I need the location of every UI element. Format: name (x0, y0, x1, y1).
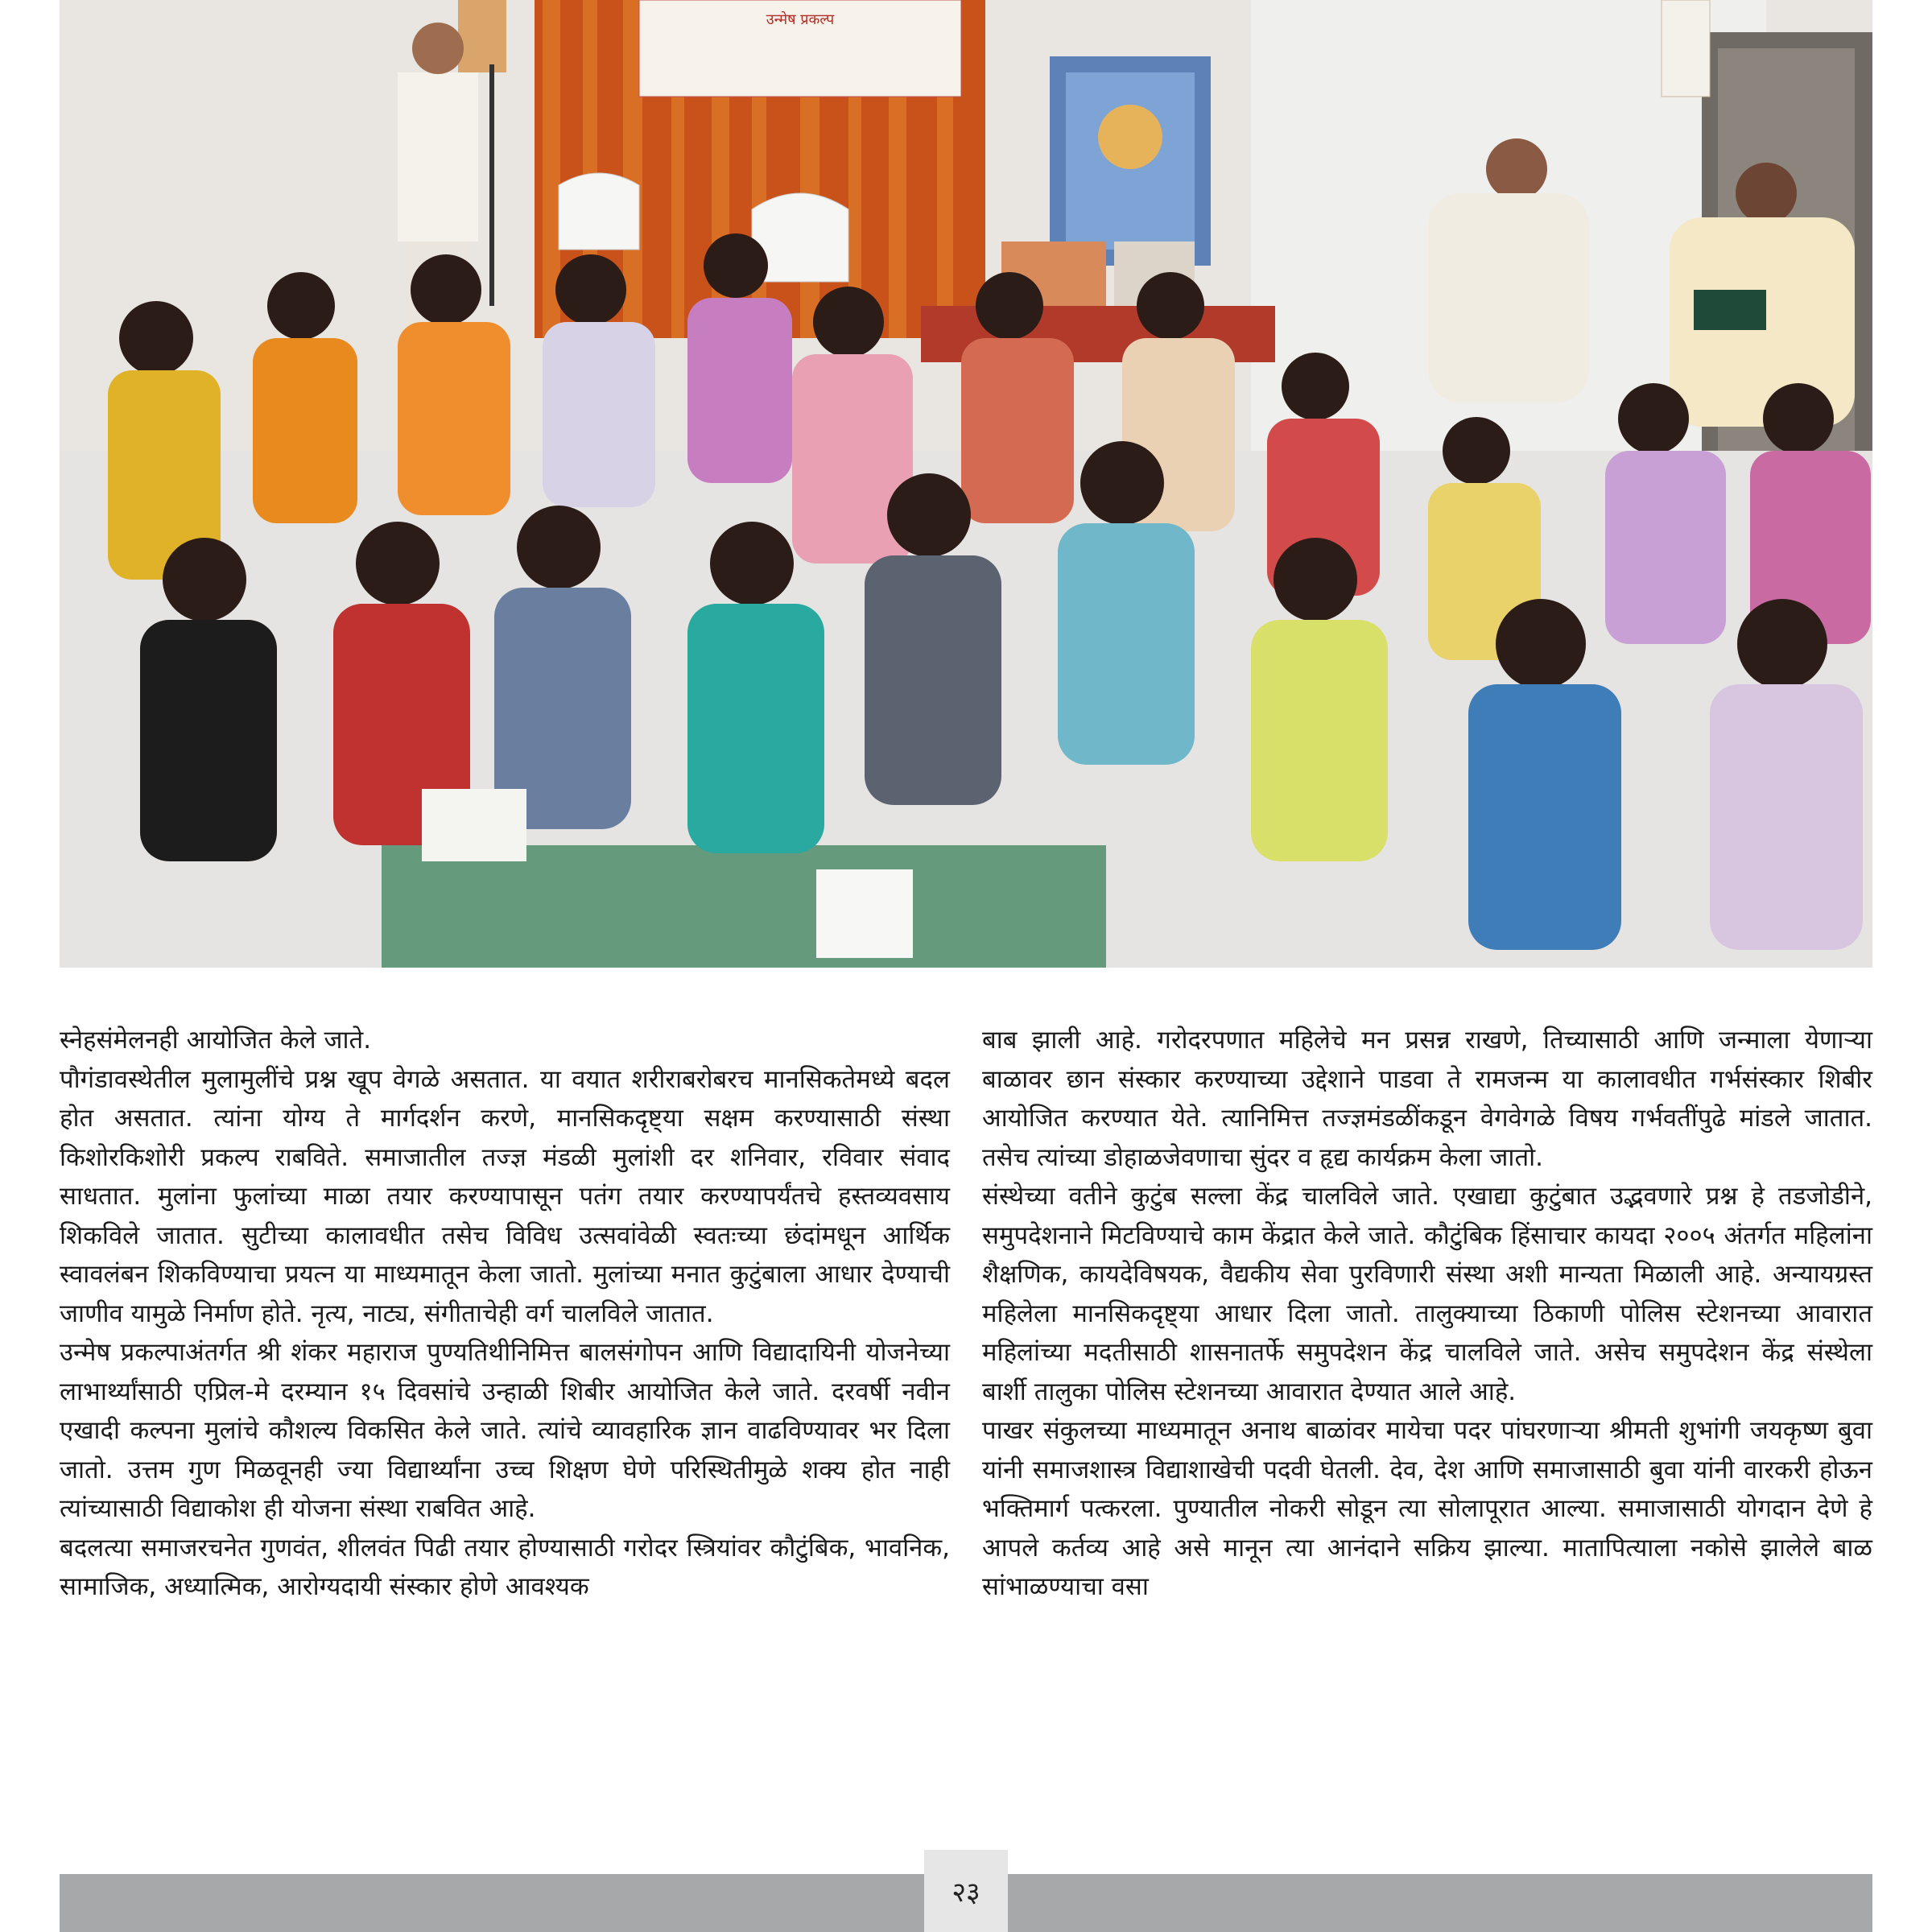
svg-text:उन्मेष प्रकल्प: उन्मेष प्रकल्प (766, 11, 835, 28)
page-number-label: २३ (952, 1876, 980, 1909)
classroom-photo-illustration (60, 0, 1872, 968)
paragraph: उन्मेष प्रकल्पाअंतर्गत श्री शंकर महाराज पुण्यतिथीनिमित्त बालसंगोपन आणि विद्यादायिनी योजनेच्या लाभार्थ्यांसाठी एप्रिल-मे दरम्यान १५ दिवसांचे उन्हाळी शिबीर आयोजित केले जाते. दरवर्षी नवीन एखादी कल्पना मुलांचे कौशल्य विकसित केले जाते. त्यांचे व्यावहारिक ज्ञान वाढविण्यावर भर दिला जातो. उत्तम गुण मिळवूनही ज्या विद्यार्थ्यांना उच्च शिक्षण घेणे परिस्थितीमुळे शक्य होत नाही त्यांच्यासाठी विद्याकोश ही योजना संस्था राबवित आहे. (60, 1338, 950, 1523)
paragraph: पौगंडावस्थेतील मुलामुलींचे प्रश्न खूप वेगळे असतात. या वयात शरीराबरोबरच मानसिकतेमध्ये बदल होत असतात. त्यांना योग्य ते मार्गदर्शन करणे, मानसिकदृष्ट्या सक्षम करण्यासाठी संस्था किशोरकिशोरी प्रकल्प राबविते. समाजातील तज्ज्ञ मंडळी मुलांशी दर शनिवार, रविवार संवाद साधतात. मुलांना फुलांच्या माळा तयार करण्यापासून पतंग तयार करण्यापर्यंतचे हस्तव्यवसाय शिकविले जातात. सुटीच्या कालावधीत तसेच विविध उत्सवांवेळी स्वतःच्या छंदांमधून आर्थिक स्वावलंबन शिकविण्याचा प्रयत्न या माध्यमातून केला जातो. मुलांच्या मनात कुटुंबाला आधार देण्याची जाणीव यामुळे निर्माण होते. नृत्य, नाट्य, संगीताचेही वर्ग चालविले जातात. (60, 1064, 950, 1328)
paragraph: स्नेहसंमेलनही आयोजित केले जाते. (60, 1026, 372, 1055)
paragraph: पाखर संकुलच्या माध्यमातून अनाथ बाळांवर मायेचा पदर पांघरणाऱ्या श्रीमती शुभांगी जयकृष्ण बुवा यांनी समाजशास्त्र विद्याशाखेची पदवी घेतली. देव, देश आणि समाजासाठी बुवा यांनी वारकरी होऊन भक्तिमार्ग पत्करला. पुण्यातील नोकरी सोडून त्या सोलापूरात आल्या. समाजासाठी योगदान देणे हे आपले कर्तव्य आहे असे मानून त्या आनंदाने सक्रिय झाल्या. मातापित्याला नकोसे झालेले बाळ सांभाळण्याचा वसा (982, 1416, 1872, 1601)
article-column-left (60, 1021, 950, 1607)
paragraph: बाब झाली आहे. गरोदरपणात महिलेचे मन प्रसन्न राखणे, तिच्यासाठी आणि जन्माला येणाऱ्या बाळावर छान संस्कार करण्याच्या उद्देशाने पाडवा ते रामजन्म या कालावधीत गर्भसंस्कार शिबीर आयोजित करण्यात येते. त्यानिमित्त तज्ज्ञमंडळींकडून वेगवेगळे विषय गर्भवतींपुढे मांडले जातात. तसेच त्यांच्या डोहाळजेवणाचा सुंदर व हृद्य कार्यक्रम केला जातो. (982, 1026, 1872, 1172)
paragraph: संस्थेच्या वतीने कुटुंब सल्ला केंद्र चालविले जाते. एखाद्या कुटुंबात उद्भवणारे प्रश्न हे तडजोडीने, समुपदेशनाने मिटविण्याचे काम केंद्रात केले जाते. कौटुंबिक हिंसाचार कायदा २००५ अंतर्गत महिलांना शैक्षणिक, कायदेविषयक, वैद्यकीय सेवा पुरविणारी संस्था अशी मान्यता मिळाली आहे. अन्यायग्रस्त महिलेला मानसिकदृष्ट्या आधार दिला जातो. तालुक्याच्या ठिकाणी पोलिस स्टेशनच्या आवारात महिलांच्या मदतीसाठी शासनातर्फे समुपदेशन केंद्र चालविले जाते. असेच समुपदेशन केंद्र संस्थेला बार्शी तालुका पोलिस स्टेशनच्या आवारात देण्यात आले आहे. (982, 1182, 1872, 1406)
article-column-right (982, 1021, 1872, 1607)
page-number (924, 1850, 1008, 1932)
paragraph: बदलत्या समाजरचनेत गुणवंत, शीलवंत पिढी तयार होण्यासाठी गरोदर स्त्रियांवर कौटुंबिक, भावनिक, सामाजिक, अध्यात्मिक, आरोग्यदायी संस्कार होणे आवश्यक (60, 1533, 950, 1601)
classroom-photo (60, 0, 1872, 968)
